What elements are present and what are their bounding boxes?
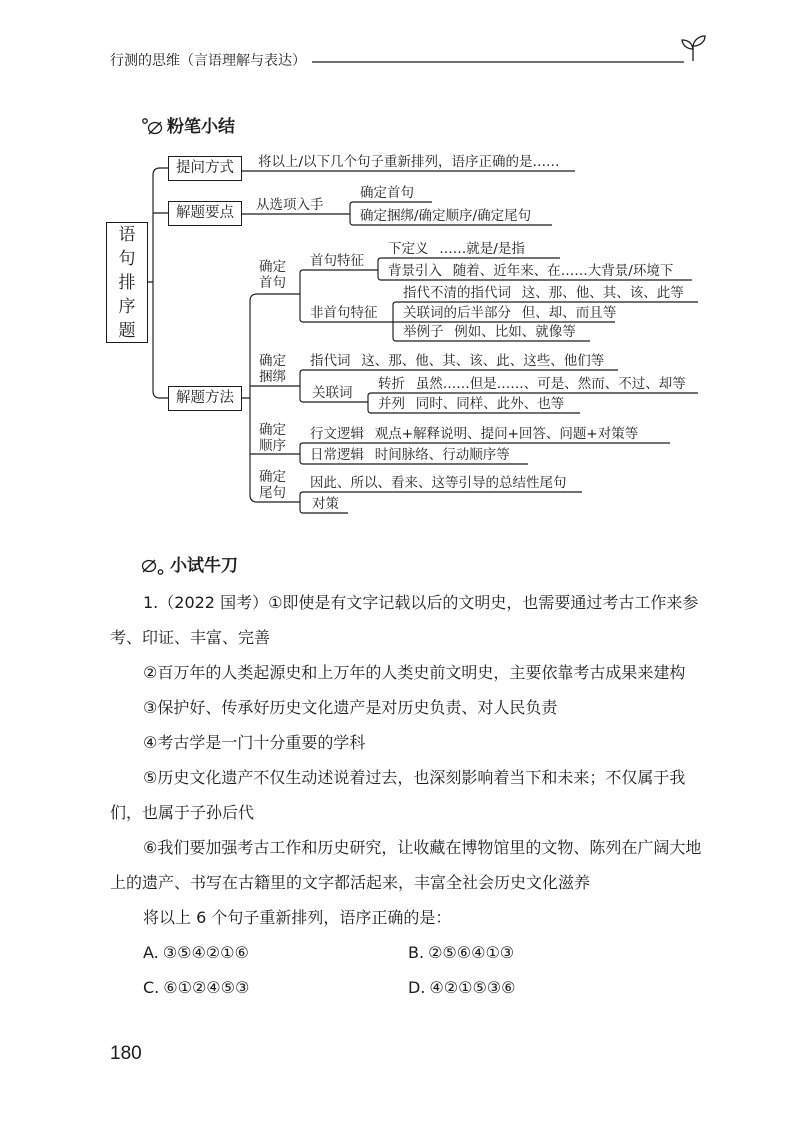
sentence-3: ③保护好、传承好历史文化遗产是对历史负责、对人民负责: [143, 698, 558, 717]
answer-options: [110, 935, 702, 1005]
conjunction-examples: 虽然……但是……、可是、然而、不过、却等: [415, 376, 686, 392]
conjunction-term: 转折: [378, 376, 405, 392]
practice-title: 小试牛刀: [170, 556, 238, 576]
non-feature-term: 指代不清的指代词: [403, 285, 511, 301]
non-feature-examples: 这、那、他、其、该、此等: [521, 285, 684, 301]
page-number: 180: [110, 1043, 142, 1064]
non-feature-item: [403, 305, 616, 321]
node-question-style: 提问方式: [168, 156, 242, 181]
feature-examples: ……就是/是指: [439, 241, 525, 257]
order-examples: 时间脉络、行动顺序等: [374, 447, 510, 463]
option-text: ③⑤④②①⑥: [162, 943, 249, 962]
option-letter: B.: [408, 943, 425, 962]
feature-examples: 随着、近年来、在……大背景/环境下: [452, 263, 674, 279]
option-a: [143, 935, 408, 970]
option-d: [408, 970, 702, 1005]
non-feature-item: [403, 285, 684, 301]
key-points-entry: 从选项入手: [256, 197, 324, 213]
feature-item: [388, 263, 673, 279]
binding-pronoun-examples: 这、那、他、其、该、此、这些、他们等: [361, 353, 605, 369]
summary-title: 粉笔小结: [167, 117, 235, 137]
order-item: [310, 426, 638, 442]
non-feature-item: [403, 324, 576, 340]
conjunction-examples: 同时、同样、此外、也等: [415, 396, 565, 412]
non-feature-term: 关联词的后半部分: [403, 305, 511, 321]
sentence-4: ④考古学是一门十分重要的学科: [143, 733, 366, 752]
running-head: 行测的思维（言语理解与表达）: [110, 53, 306, 69]
last-sentence-item: 对策: [312, 496, 339, 512]
option-text: ⑥①②④⑤③: [163, 978, 250, 997]
option-letter: D.: [408, 978, 426, 997]
order-item: [310, 447, 510, 463]
binding-pronoun: [310, 353, 604, 369]
conjunction-term: 并列: [378, 396, 405, 412]
feature-term: 背景引入: [388, 263, 442, 279]
option-c: [143, 970, 408, 1005]
option-text: ④②①⑤③⑥: [429, 978, 516, 997]
last-sentence-bracket: [300, 492, 582, 513]
option-text: ②⑤⑥④①③: [428, 943, 515, 962]
option-letter: A.: [143, 943, 159, 962]
sentence-2: ②百万年的人类起源史和上万年的人类史前文明史，主要依靠考古成果来建构: [143, 663, 686, 682]
node-methods: 解题方法: [168, 386, 242, 411]
non-feature-term: 举例子: [403, 324, 444, 340]
last-sentence-item: 因此、所以、看来、这等引导的总结性尾句: [310, 475, 567, 491]
sprout-icon: [678, 32, 708, 62]
non-first-sentence-features: 非首句特征: [310, 305, 378, 321]
binding-pronoun-term: 指代词: [310, 353, 351, 369]
method-binding: 确定捆绑: [259, 353, 286, 385]
root-bracket: [148, 168, 168, 398]
chalk-mark-icon: [141, 555, 165, 577]
sentence-5: ⑤历史文化遗产不仅生动述说着过去，也深刻影响着当下和未来；不仅属于我们，也属于子孙后代: [110, 768, 686, 822]
feature-term: 下定义: [388, 241, 429, 257]
option-letter: C.: [143, 978, 160, 997]
non-feature-examples: 但、却、而且等: [521, 305, 617, 321]
conjunction-item: [378, 376, 686, 392]
binding-conjunction: 关联词: [312, 385, 353, 401]
node-key-points: 解题要点: [168, 201, 242, 226]
non-feature-examples: 例如、比如、就像等: [454, 324, 576, 340]
key-point-item: 确定捆绑/确定顺序/确定尾句: [360, 208, 532, 224]
sentence-1: ①即使是有文字记载以后的文明史，也需要通过考古工作来参考、印证、丰富、完善: [110, 593, 699, 647]
sentence-6: ⑥我们要加强考古工作和历史研究，让收藏在博物馆里的文物、陈列在广阔大地上的遗产、书写在古籍里的文字都活起来，丰富全社会历史文化滋养: [110, 838, 702, 892]
chalk-mark-icon: [141, 116, 165, 138]
order-term: 行文逻辑: [310, 426, 364, 442]
feature-item: [388, 241, 525, 257]
question-prompt: 将以上 6 个句子重新排列，语序正确的是：: [143, 908, 452, 927]
practice-question: [110, 585, 702, 1005]
order-examples: 观点+解释说明、提问+回答、问题+对策等: [374, 426, 639, 442]
option-b: [408, 935, 702, 970]
question-source: （2022 国考）: [158, 593, 269, 612]
root-node: [106, 222, 148, 343]
key-point-item: 确定首句: [360, 185, 414, 201]
method-order: 确定顺序: [259, 422, 286, 454]
method-last-sentence: 确定尾句: [259, 469, 286, 501]
first-sentence-features: 首句特征: [310, 253, 364, 269]
question-stem: [110, 585, 702, 655]
question-number: 1.: [143, 593, 159, 612]
root-node-label: 语句排序题: [118, 224, 136, 341]
order-term: 日常逻辑: [310, 447, 364, 463]
question-style-text: 将以上/以下几个句子重新排列，语序正确的是……: [258, 154, 560, 170]
method-first-sentence: 确定首句: [259, 259, 286, 291]
conjunction-item: [378, 396, 564, 412]
